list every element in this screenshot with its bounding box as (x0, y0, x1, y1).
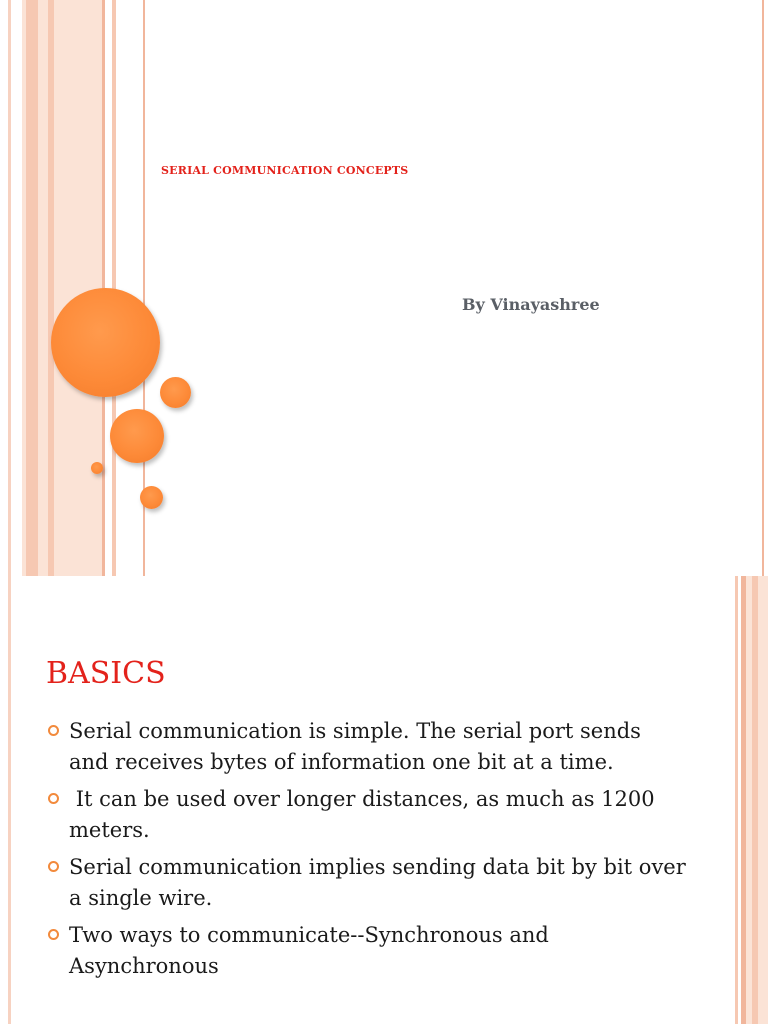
decorative-stripe (762, 0, 764, 576)
decorative-stripe (26, 0, 38, 576)
decorative-stripe (8, 0, 11, 576)
slide-title: SERIAL COMMUNICATION CONCEPTS (161, 164, 409, 177)
decorative-stripe (735, 576, 738, 1024)
slide-author: By Vinayashree (462, 295, 600, 314)
ring-bullet-icon (48, 725, 59, 736)
decorative-stripe (8, 576, 11, 1024)
decorative-circle-icon (160, 377, 191, 408)
list-item (46, 852, 686, 914)
content-slide (0, 576, 768, 1024)
ring-bullet-icon (48, 861, 59, 872)
slide-heading: BASICS (46, 656, 166, 691)
ring-bullet-icon (48, 793, 59, 804)
list-item (46, 716, 686, 778)
decorative-circle-icon (51, 288, 160, 397)
bullet-text: Two ways to communicate--Synchronous and Asynchronous (69, 923, 549, 978)
decorative-circle-icon (110, 409, 164, 463)
decorative-circle-icon (140, 486, 163, 509)
bullet-list (46, 716, 686, 988)
decorative-stripe (48, 0, 54, 576)
list-item (46, 784, 686, 846)
bullet-text: Serial communication implies sending data bit by bit over a single wire. (69, 855, 686, 910)
list-item (46, 920, 686, 982)
bullet-text: Serial communication is simple. The serial port sends and receives bytes of information one bit at a time. (69, 719, 641, 774)
ring-bullet-icon (48, 929, 59, 940)
bullet-text: It can be used over longer distances, as much as 1200 meters. (69, 787, 662, 842)
decorative-stripe (752, 576, 758, 1024)
decorative-circle-icon (91, 462, 103, 474)
